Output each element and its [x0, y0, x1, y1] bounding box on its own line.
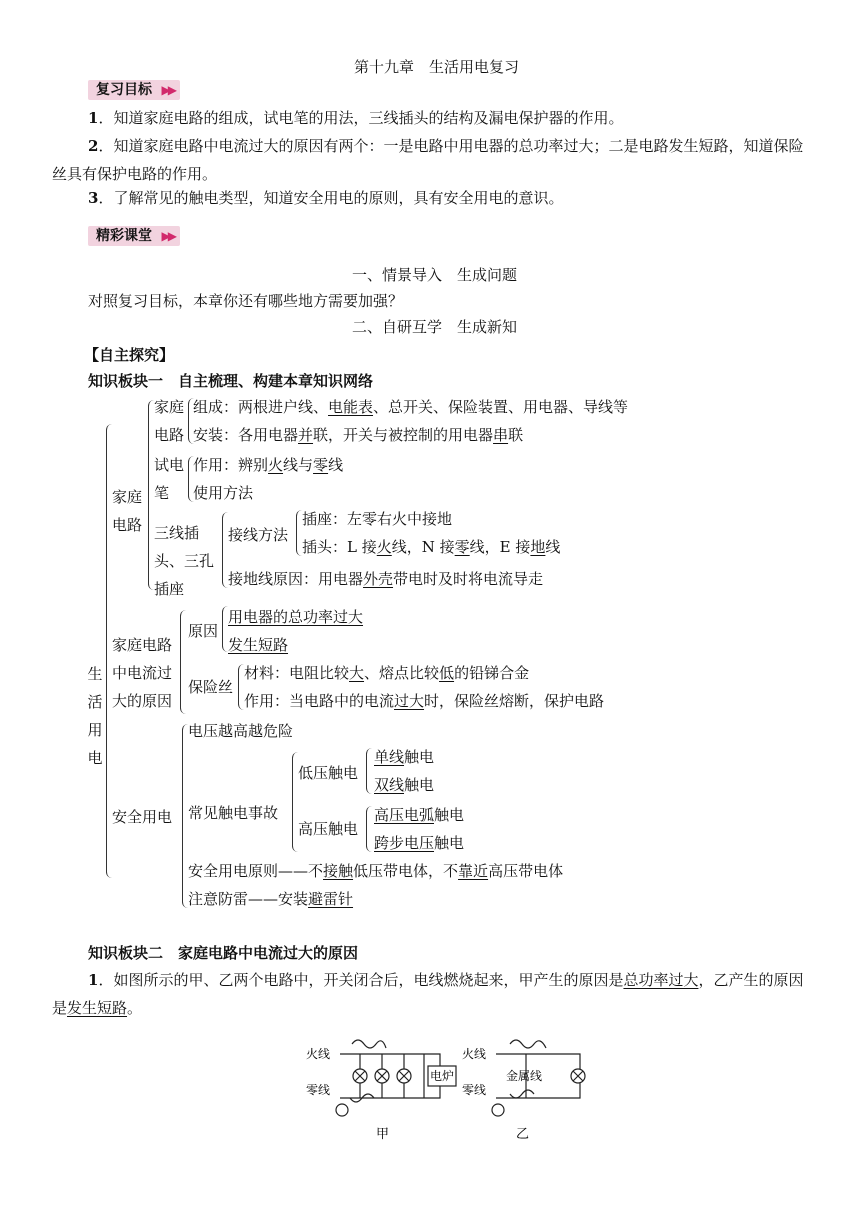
- goal-3: 3．了解常见的触电类型，知道安全用电的原则，具有安全用电的意识。: [88, 189, 564, 207]
- figure-label-a: 甲: [376, 1127, 390, 1142]
- low-voltage-brace: [366, 748, 372, 794]
- block2-heading: 知识板块二 家庭电路中电流过大的原因: [88, 944, 359, 962]
- fuse-material-line: 材料：电阻比较大、熔点比较低的铅锑合金: [244, 664, 530, 682]
- composition-line: 组成：两根进户线、电能表、总开关、保险装置、用电器、导线等: [193, 398, 629, 416]
- double-arrow-icon: ▶▶: [161, 229, 174, 243]
- overcurrent-label-1: 家庭电路: [112, 636, 173, 654]
- single-wire-line: 单线触电: [374, 748, 435, 766]
- overcurrent-brace: [180, 610, 186, 714]
- lightning-line: 注意防雷——安装避雷针: [188, 890, 354, 908]
- section-heading-1: 一、情景导入 生成问题: [352, 266, 518, 284]
- pen-use-line: 作用：辨别火线与零线: [193, 456, 344, 474]
- home-circuit-label2: 电路: [112, 516, 143, 534]
- review-goals-badge: [88, 80, 180, 100]
- plug-label-1: 三线插: [154, 524, 200, 542]
- section-heading-2: 二、自研互学 生成新知: [352, 318, 518, 336]
- plug-icon: [492, 1104, 504, 1116]
- pen-method-line: 使用方法: [193, 484, 254, 502]
- wonderful-class-badge: [88, 226, 180, 246]
- hc-sub-2: 电路: [154, 426, 185, 444]
- heater-label: 电炉: [430, 1069, 455, 1083]
- cause-2: 发生短路: [228, 636, 289, 654]
- wiring-label: 接线方法: [228, 526, 289, 544]
- arc-line: 高压电弧触电: [374, 806, 465, 824]
- flame-b: [510, 1040, 546, 1048]
- live-wire-label-b: 火线: [462, 1047, 487, 1061]
- overcurrent-label-3: 大的原因: [112, 692, 173, 710]
- page-title: 第十九章 生活用电复习: [354, 58, 520, 76]
- goal-1: 1．知道家庭电路的组成，试电笔的用法，三线插头的结构及漏电保护器的作用。: [88, 109, 624, 127]
- cause-1: 用电器的总功率过大: [228, 608, 364, 626]
- live-wire-label-a: 火线: [306, 1047, 331, 1061]
- voltage-danger-line: 电压越高越危险: [188, 722, 294, 740]
- plug-icon: [336, 1104, 348, 1116]
- double-wire-line: 双线触电: [374, 776, 435, 794]
- ground-line: 接地线原因：用电器外壳带电时及时将电流导走: [228, 570, 544, 588]
- neutral-wire-label-b: 零线: [462, 1083, 487, 1097]
- shock-label: 常见触电事故: [188, 804, 279, 822]
- question-1: 1．如图所示的甲、乙两个电路中，开关闭合后，电线燃烧起来，甲产生的原因是总功率过大，乙产生的原因是发生短路。: [52, 971, 804, 1017]
- plug-wiring-line: 插头：L 接火线，N 接零线，E 接地线: [302, 538, 561, 556]
- flame-a: [352, 1040, 386, 1048]
- fuse-label: 保险丝: [188, 678, 234, 696]
- flame-b2: [510, 1090, 534, 1098]
- fuse-function-line: 作用：当电路中的电流过大时，保险丝熔断，保护电路: [244, 692, 605, 710]
- tree-root: 生活用电: [87, 665, 103, 767]
- metal-wire-label: 金属线: [506, 1069, 543, 1083]
- explore-heading: 【自主探究】: [84, 346, 175, 364]
- figure-label-b: 乙: [516, 1127, 530, 1142]
- prompt-text: 对照复习目标，本章你还有哪些地方需要加强？: [88, 292, 404, 310]
- badge-label: 精彩课堂: [96, 228, 152, 244]
- step-voltage-line: 跨步电压触电: [374, 834, 465, 852]
- plug-label-2: 头、三孔: [154, 552, 215, 570]
- neutral-wire-label-a: 零线: [306, 1083, 331, 1097]
- install-line: 安装：各用电器并联，开关与被控制的用电器串联: [193, 426, 524, 444]
- safety-principle-line: 安全用电原则——不接触低压带电体，不靠近高压带电体: [188, 862, 564, 880]
- socket-line: 插座：左零右火中接地: [302, 510, 453, 528]
- badge-label: 复习目标: [96, 82, 152, 98]
- high-voltage-brace: [366, 806, 372, 852]
- block1-heading: 知识板块一 自主梳理、构建本章知识网络: [88, 372, 374, 390]
- safety-label: 安全用电: [112, 808, 173, 826]
- overcurrent-label-2: 中电流过: [112, 664, 173, 682]
- test-pen-label2: 笔: [154, 484, 170, 502]
- plug-label-3: 插座: [154, 580, 185, 598]
- circuit-figure: [300, 1024, 600, 1148]
- cause-label: 原因: [188, 622, 219, 640]
- goal-2: 2．知道家庭电路中电流过大的原因有两个：一是电路中用电器的总功率过大；二是电路发生短路，知道保险丝具有保护电路的作用。: [52, 137, 804, 183]
- test-pen-label: 试电: [154, 456, 185, 474]
- hc-sub-1: 家庭: [154, 398, 185, 416]
- high-voltage-label: 高压触电: [298, 820, 359, 838]
- double-arrow-icon: ▶▶: [161, 83, 174, 97]
- home-circuit-label: 家庭: [112, 488, 143, 506]
- low-voltage-label: 低压触电: [298, 764, 359, 782]
